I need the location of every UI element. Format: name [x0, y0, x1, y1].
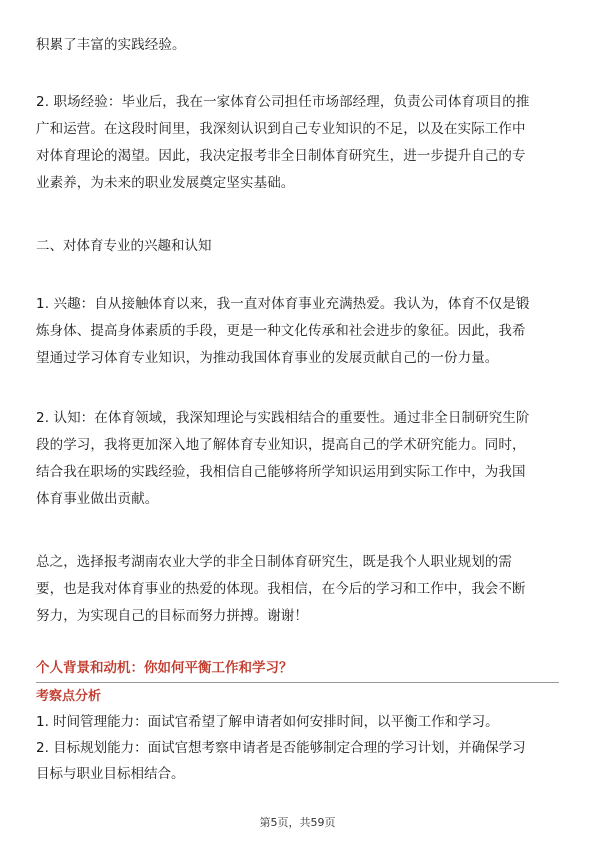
- work-experience-paragraph: [36, 89, 564, 197]
- paragraph-line: 望通过学习体育专业知识，为推动我国体育事业的发展贡献自己的一份力量。: [36, 350, 499, 366]
- paragraph-line: 体育事业做出贡献。: [36, 491, 159, 507]
- divider: [36, 682, 559, 683]
- cognition-paragraph: [36, 405, 564, 513]
- question-title: 个人背景和动机：你如何平衡工作和学习？: [36, 660, 293, 676]
- analysis-points: [36, 709, 564, 787]
- interest-paragraph: [36, 291, 564, 372]
- analysis-heading: 考察点分析: [36, 689, 102, 704]
- list-item: 2. 目标规划能力：面试官想考察申请者是否能够制定合理的学习计划，并确保学习: [36, 740, 526, 756]
- list-item: 目标与职业目标相结合。: [36, 766, 185, 782]
- paragraph-line: 炼身体、提高身体素质的手段，更是一种文化传承和社会进步的象征。因此，我希: [36, 323, 526, 339]
- conclusion-paragraph: [36, 549, 564, 630]
- paragraph-line: 结合我在职场的实践经验，我相信自己能够将所学知识运用到实际工作中，为我国: [36, 464, 526, 480]
- page-number: 第5页，共59页: [259, 816, 336, 829]
- paragraph-line: 要，也是我对体育事业的热爱的体现。我相信，在今后的学习和工作中，我会不断: [36, 581, 526, 597]
- paragraph-line: 2. 认知：在体育领域，我深知理论与实践相结合的重要性。通过非全日制研究生阶: [36, 410, 530, 426]
- section-heading: 二、对体育专业的兴趣和认知: [36, 238, 212, 254]
- paragraph-line: 2. 职场经验：毕业后，我在一家体育公司担任市场部经理，负责公司体育项目的推: [36, 94, 530, 110]
- paragraph-line: 对体育理论的渴望。因此，我决定报考非全日制体育研究生，进一步提升自己的专: [36, 148, 526, 164]
- paragraph-line: 业素养，为未来的职业发展奠定坚实基础。: [36, 175, 295, 191]
- intro-tail-paragraph: [36, 32, 564, 59]
- paragraph-line: 积累了丰富的实践经验。: [36, 37, 186, 53]
- list-item: 1. 时间管理能力：面试官希望了解申请者如何安排时间，以平衡工作和学习。: [36, 714, 499, 730]
- paragraph-line: 总之，选择报考湖南农业大学的非全日制体育研究生，既是我个人职业规划的需: [36, 554, 512, 570]
- paragraph-line: 段的学习，我将更加深入地了解体育专业知识，提高自己的学术研究能力。同时，: [36, 437, 526, 453]
- paragraph-line: 1. 兴趣：自从接触体育以来，我一直对体育事业充满热爱。我认为，体育不仅是锻: [36, 296, 530, 312]
- paragraph-line: 广和运营。在这段时间里，我深刻认识到自己专业知识的不足，以及在实际工作中: [36, 121, 526, 137]
- paragraph-line: 努力，为实现自己的目标而努力拼搏。谢谢！: [36, 608, 308, 624]
